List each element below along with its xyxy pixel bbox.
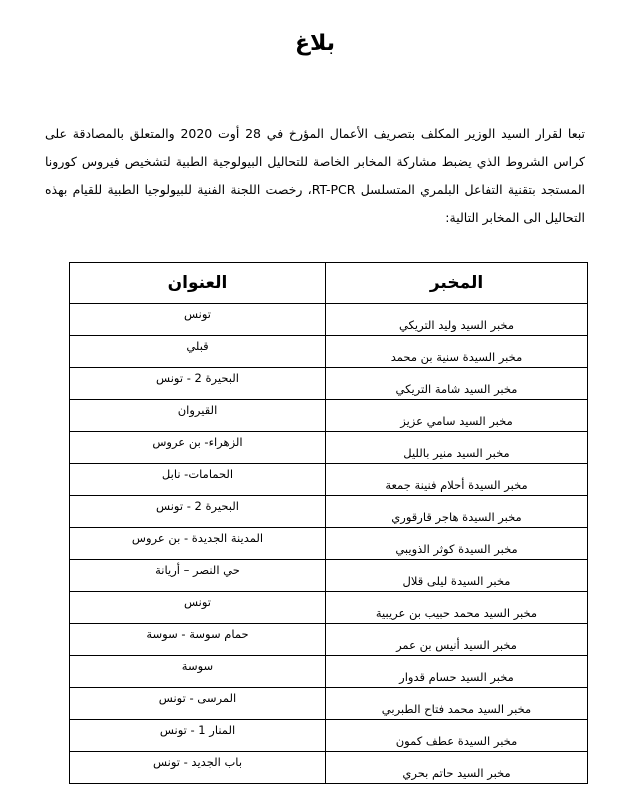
table-row [70, 432, 588, 464]
lab-name-cell: مخبر السيدة هاجر قارقوري [326, 496, 588, 528]
address-cell: المرسى - تونس [70, 688, 326, 720]
address-cell: المنار 1 - تونس [70, 720, 326, 752]
table-row [70, 304, 588, 336]
address-cell: سوسة [70, 656, 326, 688]
lab-name-cell: مخبر السيد حسام قدوار [326, 656, 588, 688]
lab-name-cell: مخبر السيدة ليلى قلال [326, 560, 588, 592]
lab-name-cell: مخبر السيدة أحلام فنينة جمعة [326, 464, 588, 496]
address-cell: باب الجديد - تونس [70, 752, 326, 784]
address-cell: البحيرة 2 - تونس [70, 368, 326, 400]
table-row [70, 496, 588, 528]
lab-name-cell: مخبر السيد شامة التريكي [326, 368, 588, 400]
address-cell: المدينة الجديدة - بن عروس [70, 528, 326, 560]
lab-name-cell: مخبر السيدة كوثر الذويبي [326, 528, 588, 560]
lab-name-cell: مخبر السيد حاتم بحري [326, 752, 588, 784]
address-cell: البحيرة 2 - تونس [70, 496, 326, 528]
table-row [70, 752, 588, 784]
table-row [70, 656, 588, 688]
lab-name-cell: مخبر السيدة سنية بن محمد [326, 336, 588, 368]
table-row [70, 368, 588, 400]
lab-name-cell: مخبر السيد وليد التريكي [326, 304, 588, 336]
table-row [70, 464, 588, 496]
address-cell: تونس [70, 304, 326, 336]
address-cell: حمام سوسة - سوسة [70, 624, 326, 656]
table-row [70, 592, 588, 624]
labs-table [69, 262, 588, 784]
lab-name-cell: مخبر السيدة عطف كمون [326, 720, 588, 752]
table-row [70, 336, 588, 368]
address-cell: قبلي [70, 336, 326, 368]
address-cell: تونس [70, 592, 326, 624]
address-cell: الحمامات- نابل [70, 464, 326, 496]
lab-name-cell: مخبر السيد أنيس بن عمر [326, 624, 588, 656]
table-header-row [70, 263, 588, 304]
address-cell: حي النصر – أريانة [70, 560, 326, 592]
table-row [70, 720, 588, 752]
address-cell: الزهراء- بن عروس [70, 432, 326, 464]
table-row [70, 528, 588, 560]
lab-name-cell: مخبر السيد سامي عزيز [326, 400, 588, 432]
table-row [70, 688, 588, 720]
table-row [70, 624, 588, 656]
address-cell: القيروان [70, 400, 326, 432]
address-column-header: العنوان [70, 263, 326, 304]
intro-paragraph: تبعا لقرار السيد الوزير المكلف بتصريف الأعمال المؤرخ في 28 أوت 2020 والمتعلق بالمصادقة على كراس الشروط الذي يضبط مشاركة المخابر الخاصة للتحاليل البيولوجية الطبية لتشخيص فيروس كورونا المستجد بتقنية التفاعل البلمري المتسلسل RT-PCR، رخصت اللجنة الفنية للبيولوجيا الطبية للقيام بهذه التحاليل الى المخابر التالية: [45, 126, 586, 225]
lab-name-cell: مخبر السيد محمد حبيب بن عريبية [326, 592, 588, 624]
lab-name-cell: مخبر السيد محمد فتاح الطبربي [326, 688, 588, 720]
table-row [70, 560, 588, 592]
lab-column-header: المخبر [326, 263, 588, 304]
table-row [70, 400, 588, 432]
lab-name-cell: مخبر السيد منير بالليل [326, 432, 588, 464]
page-title: بلاغ [295, 31, 335, 56]
